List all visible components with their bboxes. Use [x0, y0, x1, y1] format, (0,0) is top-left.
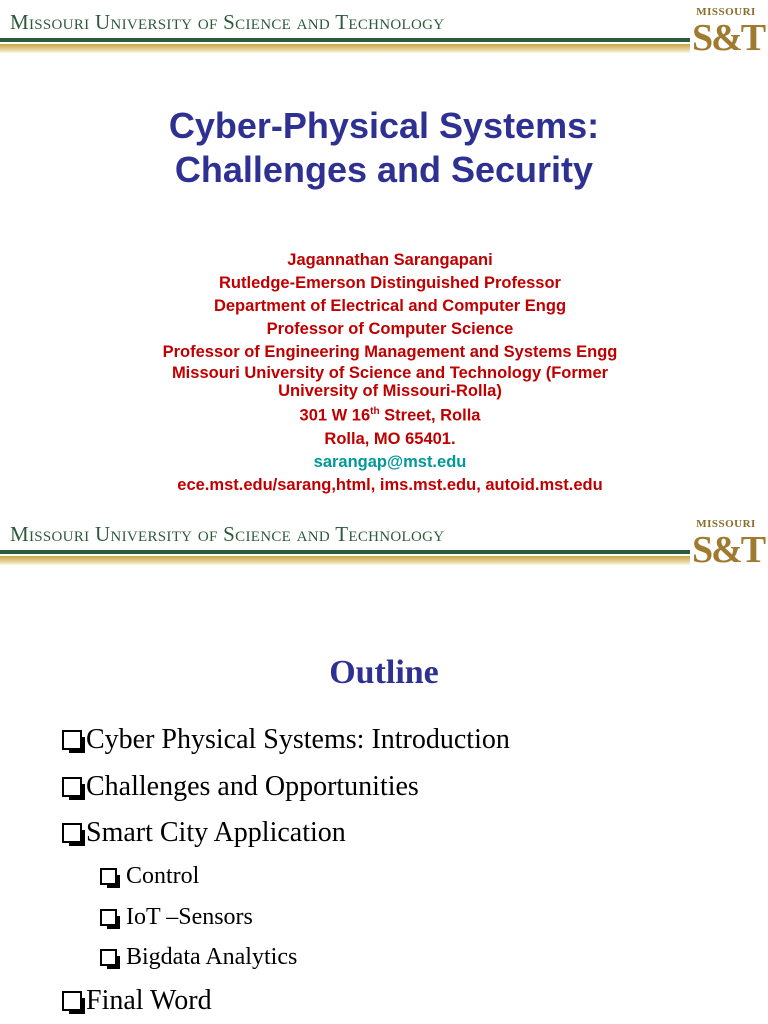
logo-main-text: S&T	[692, 529, 765, 571]
checkbox-bullet-icon	[62, 777, 82, 797]
email-link[interactable]: sarangap@mst.edu	[313, 452, 467, 471]
university-name: Missouri University of Science and Technology	[10, 10, 445, 34]
list-item-label: Cyber Physical Systems: Introduction	[86, 724, 510, 756]
list-item	[62, 717, 510, 764]
list-item-label: Final Word	[86, 985, 212, 1017]
slide-header	[0, 0, 768, 66]
author-info	[100, 249, 680, 497]
checkbox-bullet-icon	[62, 991, 82, 1011]
checkbox-bullet-icon	[62, 730, 82, 750]
outline-list	[62, 717, 510, 1024]
sub-list-item	[62, 897, 510, 938]
outline-title: Outline	[329, 654, 439, 691]
header-bar-gold	[0, 556, 690, 565]
checkbox-bullet-icon	[100, 909, 117, 926]
sub-list-item	[62, 938, 510, 979]
sub-list-item-label: IoT –Sensors	[126, 903, 253, 930]
address-street: Street, Rolla	[379, 406, 481, 425]
list-item	[62, 764, 510, 811]
header-bar-gold	[0, 44, 690, 53]
affiliation-line-2: University of Missouri-Rolla)	[278, 382, 502, 400]
checkbox-bullet-icon	[62, 823, 82, 843]
header-bar	[0, 38, 690, 62]
slide-title	[0, 104, 768, 192]
author-name: Jagannathan Sarangapani	[287, 251, 493, 269]
city-line: Rolla, MO 65401.	[324, 429, 456, 448]
address-suffix: th	[370, 406, 380, 417]
header-bar-green	[0, 550, 690, 554]
author-position-2: Department of Electrical and Computer Engg	[213, 297, 567, 315]
sub-list-item-label: Bigdata Analytics	[126, 944, 298, 971]
university-name: Missouri University of Science and Technology	[10, 522, 445, 546]
logo-top-text: MISSOURI	[696, 518, 756, 530]
title-line-1: Cyber-Physical Systems:	[168, 105, 600, 146]
header-bar-green	[0, 38, 690, 42]
address-number: 301 W 16	[299, 406, 371, 425]
header-bar	[0, 550, 690, 574]
list-item-label: Challenges and Opportunities	[86, 770, 419, 802]
checkbox-bullet-icon	[100, 868, 117, 885]
title-line-2: Challenges and Security	[174, 149, 594, 190]
checkbox-bullet-icon	[100, 949, 117, 966]
author-position-3: Professor of Computer Science	[266, 320, 514, 338]
list-item-label: Smart City Application	[86, 817, 346, 849]
sub-list-item	[62, 857, 510, 898]
affiliation-line-1: Missouri University of Science and Technology (Former	[171, 364, 609, 382]
mst-logo	[692, 518, 765, 576]
mst-logo	[692, 6, 765, 64]
slide-header	[0, 512, 768, 578]
address-line	[100, 400, 680, 428]
sub-list-item-label: Control	[126, 863, 200, 890]
logo-main-text: S&T	[692, 17, 765, 59]
outline-slide	[0, 512, 768, 1024]
website-links[interactable]: ece.mst.edu/sarang,html, ims.mst.edu, autoid.mst.edu	[177, 475, 603, 494]
author-position-1: Rutledge-Emerson Distinguished Professor	[219, 274, 561, 292]
author-position-4: Professor of Engineering Management and Systems Engg	[162, 343, 618, 361]
list-item	[62, 978, 510, 1024]
logo-top-text: MISSOURI	[696, 6, 756, 18]
list-item	[62, 810, 510, 857]
